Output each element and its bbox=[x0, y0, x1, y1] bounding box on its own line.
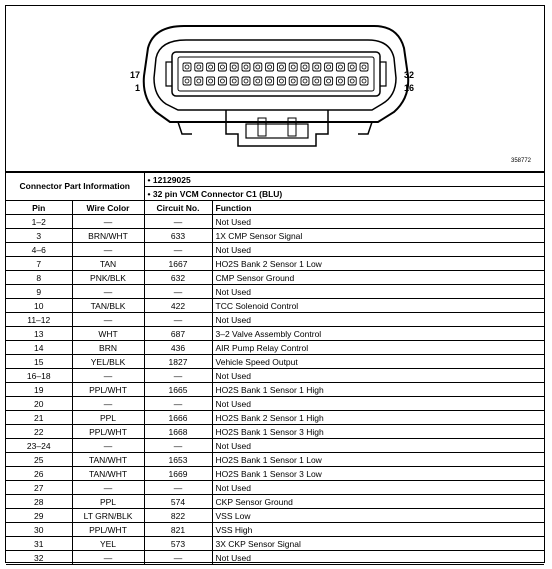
circuit-cell: — bbox=[144, 285, 212, 299]
pin-cavities bbox=[183, 63, 368, 85]
table-row bbox=[6, 355, 544, 369]
wire-color-cell: — bbox=[72, 313, 144, 327]
pin-cavity bbox=[242, 77, 250, 85]
pin-hole bbox=[362, 79, 366, 83]
wire-color-cell: PPL/WHT bbox=[72, 383, 144, 397]
pin-cavity bbox=[254, 77, 262, 85]
table-row bbox=[6, 523, 544, 537]
pin-hole bbox=[315, 79, 319, 83]
pin-hole bbox=[303, 79, 307, 83]
pin-cell: 9 bbox=[6, 285, 72, 299]
table-row bbox=[6, 439, 544, 453]
pin-hole bbox=[338, 79, 342, 83]
function-cell: TCC Solenoid Control bbox=[212, 299, 544, 313]
pin-cell: 21 bbox=[6, 411, 72, 425]
function-cell: Not Used bbox=[212, 551, 544, 565]
table-row bbox=[6, 453, 544, 467]
function-cell: 3–2 Valve Assembly Control bbox=[212, 327, 544, 341]
table-row bbox=[6, 313, 544, 327]
pin-cavity bbox=[218, 63, 226, 71]
circuit-cell: 1667 bbox=[144, 257, 212, 271]
pin-cavity bbox=[336, 63, 344, 71]
pin-hole bbox=[291, 79, 295, 83]
wire-color-cell: — bbox=[72, 481, 144, 495]
table-row bbox=[6, 509, 544, 523]
pin-cell: 25 bbox=[6, 453, 72, 467]
pin-label-17: 17 bbox=[130, 70, 141, 80]
function-cell: Not Used bbox=[212, 481, 544, 495]
wire-color-cell: — bbox=[72, 285, 144, 299]
function-cell: Not Used bbox=[212, 285, 544, 299]
pin-cell: 27 bbox=[6, 481, 72, 495]
pin-hole bbox=[338, 65, 342, 69]
pin-hole bbox=[256, 79, 260, 83]
table-row bbox=[6, 243, 544, 257]
wire-color-cell: BRN/WHT bbox=[72, 229, 144, 243]
pin-label-32: 32 bbox=[404, 70, 415, 80]
circuit-cell: 1668 bbox=[144, 425, 212, 439]
pin-cell: 8 bbox=[6, 271, 72, 285]
wire-color-cell: PPL/WHT bbox=[72, 523, 144, 537]
pin-cavity bbox=[254, 63, 262, 71]
table-row bbox=[6, 537, 544, 551]
pin-cell: 11–12 bbox=[6, 313, 72, 327]
circuit-cell: — bbox=[144, 481, 212, 495]
pin-cavity bbox=[218, 77, 226, 85]
pinout-table bbox=[6, 172, 544, 565]
circuit-cell: — bbox=[144, 215, 212, 229]
pin-hole bbox=[268, 65, 272, 69]
connector-info-row bbox=[6, 173, 544, 187]
pin-cavity bbox=[266, 77, 274, 85]
pin-hole bbox=[268, 79, 272, 83]
pin-cell: 29 bbox=[6, 509, 72, 523]
function-cell: Not Used bbox=[212, 397, 544, 411]
circuit-cell: 1666 bbox=[144, 411, 212, 425]
circuit-cell: 1669 bbox=[144, 467, 212, 481]
pin-cell: 1–2 bbox=[6, 215, 72, 229]
circuit-cell: — bbox=[144, 243, 212, 257]
pin-cavity bbox=[325, 77, 333, 85]
wire-color-cell: PNK/BLK bbox=[72, 271, 144, 285]
document-sheet bbox=[5, 5, 545, 563]
connector-figure bbox=[6, 6, 544, 172]
pin-cavity bbox=[207, 63, 215, 71]
circuit-cell: 574 bbox=[144, 495, 212, 509]
pin-cavity bbox=[325, 63, 333, 71]
wire-color-cell: — bbox=[72, 551, 144, 565]
table-row bbox=[6, 425, 544, 439]
wire-color-cell: TAN/WHT bbox=[72, 453, 144, 467]
table-row bbox=[6, 551, 544, 565]
function-cell: Not Used bbox=[212, 369, 544, 383]
pin-cell: 16–18 bbox=[6, 369, 72, 383]
pin-hole bbox=[244, 65, 248, 69]
wire-color-cell: — bbox=[72, 243, 144, 257]
wire-color-cell: — bbox=[72, 215, 144, 229]
function-cell: HO2S Bank 1 Sensor 1 High bbox=[212, 383, 544, 397]
pin-cavity bbox=[289, 77, 297, 85]
pin-cavity bbox=[207, 77, 215, 85]
pin-cavity bbox=[360, 63, 368, 71]
pin-cavity bbox=[301, 77, 309, 85]
function-cell: Not Used bbox=[212, 439, 544, 453]
pin-cavity bbox=[313, 77, 321, 85]
function-cell: VSS Low bbox=[212, 509, 544, 523]
pin-cell: 32 bbox=[6, 551, 72, 565]
table-row bbox=[6, 467, 544, 481]
pin-cavity bbox=[242, 63, 250, 71]
wire-color-cell: LT GRN/BLK bbox=[72, 509, 144, 523]
table-row bbox=[6, 285, 544, 299]
pin-hole bbox=[185, 65, 189, 69]
pin-hole bbox=[209, 65, 213, 69]
pin-cell: 31 bbox=[6, 537, 72, 551]
pin-cell: 4–6 bbox=[6, 243, 72, 257]
table-row bbox=[6, 271, 544, 285]
wire-color-cell: TAN/WHT bbox=[72, 467, 144, 481]
wire-color-cell: BRN bbox=[72, 341, 144, 355]
pin-cavity bbox=[313, 63, 321, 71]
pin-hole bbox=[209, 79, 213, 83]
wire-color-cell: PPL bbox=[72, 411, 144, 425]
function-cell: VSS High bbox=[212, 523, 544, 537]
function-cell: CKP Sensor Ground bbox=[212, 495, 544, 509]
pin-cell: 22 bbox=[6, 425, 72, 439]
pin-cell: 20 bbox=[6, 397, 72, 411]
pin-cell: 3 bbox=[6, 229, 72, 243]
pin-cavity bbox=[266, 63, 274, 71]
pin-cavity bbox=[348, 63, 356, 71]
pin-hole bbox=[220, 65, 224, 69]
function-cell: HO2S Bank 2 Sensor 1 Low bbox=[212, 257, 544, 271]
circuit-cell: 687 bbox=[144, 327, 212, 341]
wire-color-cell: TAN bbox=[72, 257, 144, 271]
table-row bbox=[6, 397, 544, 411]
pin-cavity bbox=[183, 63, 191, 71]
pin-hole bbox=[291, 65, 295, 69]
wire-color-cell: — bbox=[72, 397, 144, 411]
col-header-circuit: Circuit No. bbox=[144, 201, 212, 215]
circuit-cell: — bbox=[144, 551, 212, 565]
table-row bbox=[6, 215, 544, 229]
pin-cell: 15 bbox=[6, 355, 72, 369]
table-row bbox=[6, 369, 544, 383]
pin-hole bbox=[185, 79, 189, 83]
wire-color-cell: — bbox=[72, 369, 144, 383]
pin-cell: 28 bbox=[6, 495, 72, 509]
table-row bbox=[6, 327, 544, 341]
circuit-cell: 821 bbox=[144, 523, 212, 537]
function-cell: HO2S Bank 1 Sensor 3 High bbox=[212, 425, 544, 439]
circuit-cell: 422 bbox=[144, 299, 212, 313]
part-number: • 12129025 bbox=[144, 173, 544, 187]
pin-label-1: 1 bbox=[135, 83, 141, 93]
pin-cell: 7 bbox=[6, 257, 72, 271]
function-cell: CMP Sensor Ground bbox=[212, 271, 544, 285]
function-cell: AIR Pump Relay Control bbox=[212, 341, 544, 355]
table-row bbox=[6, 495, 544, 509]
pin-hole bbox=[327, 65, 331, 69]
function-cell: Not Used bbox=[212, 313, 544, 327]
circuit-cell: 573 bbox=[144, 537, 212, 551]
pin-hole bbox=[350, 79, 354, 83]
wire-color-cell: — bbox=[72, 439, 144, 453]
pin-cavity bbox=[360, 77, 368, 85]
circuit-cell: 1827 bbox=[144, 355, 212, 369]
table-row bbox=[6, 383, 544, 397]
pin-cavity bbox=[289, 63, 297, 71]
wire-color-cell: PPL bbox=[72, 495, 144, 509]
pin-hole bbox=[232, 65, 236, 69]
table-row bbox=[6, 411, 544, 425]
pin-hole bbox=[327, 79, 331, 83]
pin-cavity bbox=[195, 77, 203, 85]
circuit-cell: — bbox=[144, 313, 212, 327]
pin-cavity bbox=[230, 63, 238, 71]
circuit-cell: 633 bbox=[144, 229, 212, 243]
pin-cell: 13 bbox=[6, 327, 72, 341]
circuit-cell: — bbox=[144, 397, 212, 411]
function-cell: 1X CMP Sensor Signal bbox=[212, 229, 544, 243]
connector-illustration bbox=[6, 6, 544, 171]
pin-cell: 14 bbox=[6, 341, 72, 355]
circuit-cell: 436 bbox=[144, 341, 212, 355]
pin-cavity bbox=[336, 77, 344, 85]
col-header-wire-color: Wire Color bbox=[72, 201, 144, 215]
table-row bbox=[6, 299, 544, 313]
table-row bbox=[6, 229, 544, 243]
wire-color-cell: TAN/BLK bbox=[72, 299, 144, 313]
figure-id: 358772 bbox=[511, 158, 532, 164]
circuit-cell: 632 bbox=[144, 271, 212, 285]
pin-cell: 19 bbox=[6, 383, 72, 397]
pin-hole bbox=[279, 79, 283, 83]
pin-cell: 23–24 bbox=[6, 439, 72, 453]
pin-hole bbox=[256, 65, 260, 69]
function-cell: Not Used bbox=[212, 243, 544, 257]
pin-hole bbox=[244, 79, 248, 83]
wire-color-cell: PPL/WHT bbox=[72, 425, 144, 439]
pin-hole bbox=[197, 65, 201, 69]
table-row bbox=[6, 481, 544, 495]
pin-hole bbox=[220, 79, 224, 83]
pin-cavity bbox=[348, 77, 356, 85]
function-cell: Vehicle Speed Output bbox=[212, 355, 544, 369]
pin-cavity bbox=[230, 77, 238, 85]
pin-hole bbox=[362, 65, 366, 69]
pin-cavity bbox=[277, 63, 285, 71]
pin-label-16: 16 bbox=[404, 83, 415, 93]
col-header-function: Function bbox=[212, 201, 544, 215]
pin-hole bbox=[303, 65, 307, 69]
function-cell: 3X CKP Sensor Signal bbox=[212, 537, 544, 551]
header-row bbox=[6, 201, 544, 215]
pin-cell: 30 bbox=[6, 523, 72, 537]
pin-cavity bbox=[277, 77, 285, 85]
wire-color-cell: YEL/BLK bbox=[72, 355, 144, 369]
pin-hole bbox=[279, 65, 283, 69]
pin-cavity bbox=[183, 77, 191, 85]
circuit-cell: 822 bbox=[144, 509, 212, 523]
pin-cavity bbox=[195, 63, 203, 71]
function-cell: Not Used bbox=[212, 215, 544, 229]
wire-color-cell: WHT bbox=[72, 327, 144, 341]
table-row bbox=[6, 341, 544, 355]
circuit-cell: 1653 bbox=[144, 453, 212, 467]
circuit-cell: — bbox=[144, 369, 212, 383]
pin-hole bbox=[315, 65, 319, 69]
col-header-pin: Pin bbox=[6, 201, 72, 215]
pin-hole bbox=[197, 79, 201, 83]
wire-color-cell: YEL bbox=[72, 537, 144, 551]
pin-cell: 26 bbox=[6, 467, 72, 481]
circuit-cell: 1665 bbox=[144, 383, 212, 397]
connector-info-label: Connector Part Information bbox=[6, 173, 144, 201]
function-cell: HO2S Bank 2 Sensor 1 High bbox=[212, 411, 544, 425]
function-cell: HO2S Bank 1 Sensor 3 Low bbox=[212, 467, 544, 481]
pin-cell: 10 bbox=[6, 299, 72, 313]
pin-cavity bbox=[301, 63, 309, 71]
pin-hole bbox=[232, 79, 236, 83]
function-cell: HO2S Bank 1 Sensor 1 Low bbox=[212, 453, 544, 467]
circuit-cell: — bbox=[144, 439, 212, 453]
connector-description: • 32 pin VCM Connector C1 (BLU) bbox=[144, 187, 544, 201]
pin-hole bbox=[350, 65, 354, 69]
table-row bbox=[6, 257, 544, 271]
